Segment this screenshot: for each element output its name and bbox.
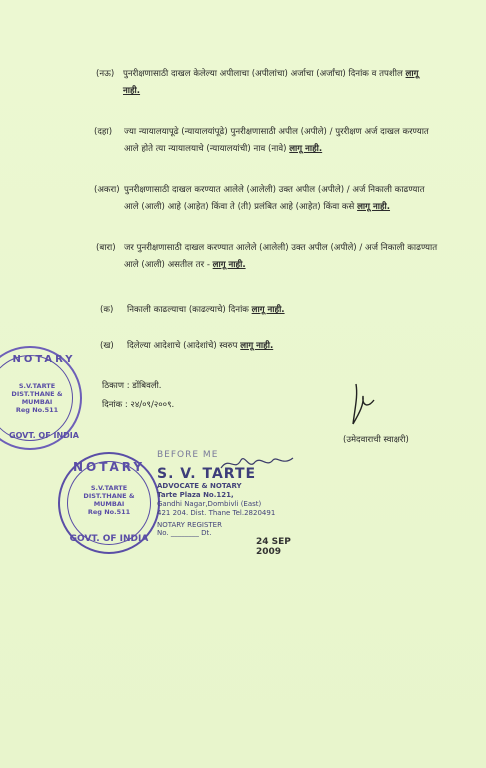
notary-seal-partial: [0, 346, 82, 450]
clause-text: [127, 338, 273, 355]
notary-role: ADVOCATE & NOTARY: [157, 482, 242, 490]
notary-address-3: 421 204. Dist. Thane Tel.2820491: [157, 509, 276, 517]
clause-line: दिलेल्या आदेशाचे (आदेशांचे) स्वरुप: [127, 341, 238, 351]
notary-seal: [58, 452, 160, 554]
applicability-mark: लागू: [405, 69, 419, 79]
clause-line: पुनरीक्षणासाठी दाखल करण्यात आलेले (आलेली) उक्त अपील (अपीले) / अर्ज निकाली काढण्यात: [124, 185, 425, 195]
clause-ka: [100, 302, 460, 320]
seal-title: NOTARY: [12, 354, 76, 365]
applicant-signature: [350, 382, 380, 428]
clause-number: (क): [100, 305, 114, 315]
clause-number: (अकरा): [94, 185, 120, 195]
notary-register-label: NOTARY REGISTER: [157, 521, 222, 529]
place-line: ठिकाण : डोंबिवली.: [102, 381, 162, 391]
clause-number: (दहा): [94, 127, 113, 137]
seal-bottom: GOVT. OF INDIA: [69, 534, 149, 544]
before-me-label: BEFORE ME: [157, 450, 219, 460]
clause-line: आले होते त्या न्यायालयाचे (न्यायालयांची) नाव (नावे): [124, 144, 287, 154]
clause-line: ज्या न्यायालयापूढे (न्यायालयांपूढे) पुनरीक्षणासाठी अपील (अपीले) / पुररीक्षण अर्ज दाखल करण्यात: [124, 127, 429, 137]
applicability-mark: लागू नाही.: [212, 260, 246, 270]
clause-text: [127, 302, 285, 319]
clause-line: आले (आली) आहे (आहेत) किंवा ते (ती) प्रलंबित आहे (आहेत) किंवा कसे: [124, 202, 355, 212]
notary-address-2: Gandhi Nagar,Dombivli (East): [157, 500, 262, 508]
clause-number: (नऊ): [96, 69, 115, 79]
applicability-mark: लागू नाही.: [357, 202, 391, 212]
clause-line: आले (आली) असतील तर -: [124, 260, 210, 270]
clause-text: [123, 66, 418, 100]
notary-date: 24 SEP 2009: [256, 537, 291, 557]
clause-twelve: [96, 240, 476, 276]
seal-text: S.V.TARTE DIST.THANE & MUMBAI Reg No.511: [83, 484, 135, 516]
notary-address-1: Tarte Plaza No.121,: [157, 491, 234, 499]
clause-text: [124, 124, 429, 158]
seal-text: S.V.TARTE DIST.THANE & MUMBAI Reg No.511: [11, 382, 63, 414]
clause-number: (बारा): [96, 243, 116, 253]
notary-stamp: [157, 450, 307, 557]
notary-name: S. V. TARTE: [157, 466, 257, 482]
clause-text: [124, 240, 437, 274]
applicability-mark: नाही.: [123, 86, 141, 96]
clause-eleven: [94, 182, 474, 218]
applicability-mark: लागू नाही.: [289, 144, 323, 154]
applicability-mark: लागू नाही.: [240, 341, 274, 351]
clause-line: निकाली काढल्याचा (काढल्याचे) दिनांक: [127, 305, 249, 315]
seal-title: NOTARY: [72, 460, 146, 474]
clause-line: जर पुनरीक्षणासाठी दाखल करण्यात आलेले (आलेली) उक्त अपील (अपीले) / अर्ज निकाली काढण्यात: [124, 243, 438, 253]
date-line: दिनांक : २४/०९/२००९.: [102, 400, 175, 410]
clause-text: [124, 182, 425, 216]
clause-nine: [96, 66, 466, 102]
notary-register-number: No. ________ Dt.: [157, 529, 212, 537]
clause-number: (ख): [100, 341, 114, 351]
seal-bottom: GOVT. OF INDIA: [9, 431, 79, 440]
applicant-signature-label: (उमेदवाराची स्वाक्षरी): [343, 435, 409, 445]
clause-line: पुनरीक्षणासाठी दाखल केलेल्या अपीलाचा (अपीलांचा) अर्जाचा (अर्जांचा) दिनांक व तपशील: [123, 69, 403, 79]
notary-signature: [219, 452, 299, 474]
clause-kha: [100, 338, 460, 356]
applicability-mark: लागू नाही.: [251, 305, 285, 315]
clause-ten: [94, 124, 474, 160]
